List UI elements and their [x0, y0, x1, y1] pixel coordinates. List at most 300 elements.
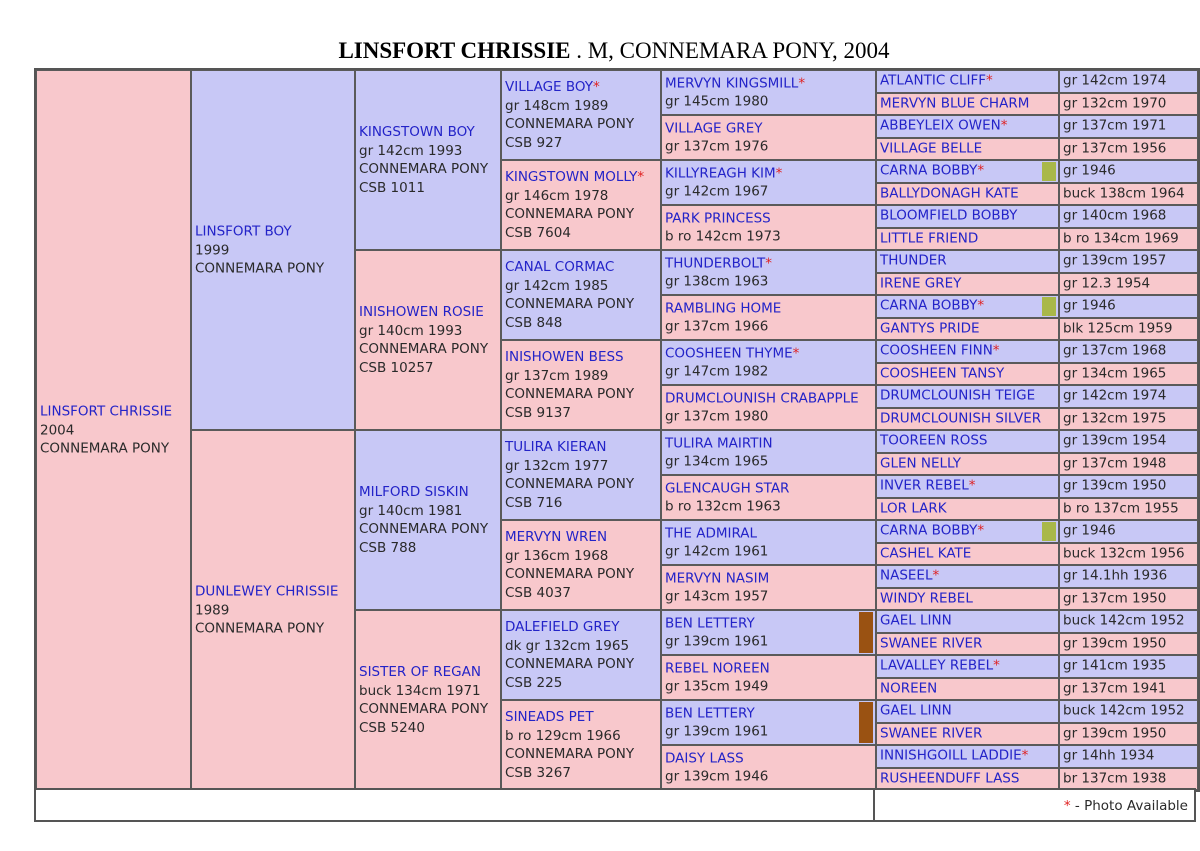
photo-available-marker: * [593, 79, 600, 95]
horse-name-link[interactable]: BEN LETTERY [665, 615, 755, 631]
horse-name-link[interactable]: KINGSTOWN BOY [359, 124, 475, 140]
horse-name-link[interactable]: CARNA BOBBY [880, 522, 978, 539]
horse-name-line [880, 185, 1057, 202]
horse-detail: b ro 132cm 1963 [665, 498, 781, 515]
horse-info: gr 1946 [1063, 297, 1116, 314]
horse-detail: gr 137cm 1989 [505, 367, 609, 384]
pedigree-cell [876, 453, 1059, 476]
pedigree-cell-content [505, 618, 659, 692]
pedigree-cell [876, 520, 1059, 543]
color-swatch [1042, 522, 1056, 541]
pedigree-info-cell [1059, 723, 1198, 746]
horse-name-link[interactable]: LITTLE FRIEND [880, 230, 979, 247]
horse-name-line [665, 434, 874, 453]
horse-name-link[interactable]: GAEL LINN [880, 612, 952, 629]
horse-name-link[interactable]: DRUMCLOUNISH TEIGE [880, 387, 1036, 404]
horse-name-link[interactable]: KILLYREAGH KIM [665, 165, 776, 181]
pedigree-cell-content [880, 658, 1057, 675]
pedigree-cell-content [880, 523, 1057, 540]
color-swatch [859, 612, 873, 653]
pedigree-info-cell [1059, 273, 1198, 296]
horse-name-line [40, 402, 189, 421]
horse-name-line [665, 299, 874, 318]
horse-info: gr 12.3 1954 [1063, 275, 1151, 292]
horse-name-link[interactable]: NASEEL [880, 567, 933, 584]
pedigree-info-cell [1059, 700, 1198, 723]
horse-name-link[interactable]: GAEL LINN [880, 702, 952, 719]
pedigree-cell-content [880, 613, 1057, 630]
horse-info: gr 137cm 1941 [1063, 680, 1167, 697]
horse-name-link[interactable]: CARNA BOBBY [880, 297, 978, 314]
horse-info: buck 138cm 1964 [1063, 185, 1185, 202]
pedigree-cell [876, 115, 1059, 138]
horse-name-line [505, 258, 659, 277]
horse-detail: gr 140cm 1981 [359, 502, 463, 519]
horse-name-line [505, 168, 659, 187]
horse-name-line [880, 455, 1057, 472]
horse-detail: gr 146cm 1978 [505, 187, 609, 204]
horse-name-link[interactable]: RUSHEENDUFF LASS [880, 770, 1020, 787]
pedigree-info-cell [1059, 768, 1198, 791]
horse-name-link[interactable]: DRUMCLOUNISH CRABAPPLE [665, 390, 859, 406]
horse-name-link[interactable]: ATLANTIC CLIFF [880, 72, 987, 89]
horse-info: gr 137cm 1948 [1063, 455, 1167, 472]
horse-detail: CSB 848 [505, 314, 563, 331]
pedigree-cell [661, 475, 876, 520]
photo-available-marker: * [986, 72, 993, 89]
pedigree-info-cell [1059, 138, 1198, 161]
pedigree-cell [876, 228, 1059, 251]
horse-detail: gr 140cm 1993 [359, 322, 463, 339]
pedigree-info-cell [1059, 385, 1198, 408]
horse-name-line [359, 663, 499, 682]
pedigree-cell-content [665, 344, 874, 381]
pedigree-cell-content [880, 118, 1057, 135]
horse-detail: gr 139cm 1961 [665, 723, 769, 740]
pedigree-cell-content [880, 185, 1057, 202]
horse-name-link[interactable]: BALLYDONAGH KATE [880, 185, 1019, 202]
pedigree-cell [501, 430, 661, 520]
horse-detail: CONNEMARA PONY [359, 521, 489, 537]
horse-name-link[interactable]: INISHOWEN ROSIE [359, 304, 484, 320]
pedigree-cell [355, 610, 501, 790]
pedigree-cell [876, 408, 1059, 431]
pedigree-cell-content [665, 659, 874, 696]
horse-name-line [665, 614, 874, 633]
horse-info: gr 134cm 1965 [1063, 365, 1167, 382]
horse-name-link[interactable]: REBEL NOREEN [665, 660, 770, 676]
color-swatch [1042, 162, 1056, 181]
color-swatch [859, 702, 873, 743]
pedigree-info-cell [1059, 453, 1198, 476]
horse-name-line [880, 95, 1057, 112]
horse-name-link[interactable]: MERVYN BLUE CHARM [880, 95, 1030, 112]
horse-info: buck 132cm 1956 [1063, 545, 1185, 562]
photo-available-marker: * [792, 345, 800, 361]
horse-name-line [880, 500, 1057, 517]
pedigree-cell [876, 723, 1059, 746]
pedigree-info-cell [1059, 115, 1198, 138]
horse-detail: CONNEMARA PONY [359, 701, 489, 717]
photo-legend [1064, 798, 1188, 814]
horse-name-line [665, 119, 874, 138]
horse-name-line [880, 253, 1057, 270]
horse-name-link[interactable]: VILLAGE BELLE [880, 140, 983, 157]
horse-name-link[interactable]: MERVYN NASIM [665, 570, 770, 586]
horse-name-link[interactable]: MERVYN KINGSMILL [665, 75, 799, 91]
horse-name-link[interactable]: INISHOWEN BESS [505, 349, 624, 365]
horse-info: gr 137cm 1971 [1063, 117, 1167, 134]
horse-name-link[interactable]: ABBEYLEIX OWEN [880, 117, 1001, 134]
horse-info: buck 142cm 1952 [1063, 702, 1185, 719]
horse-name-link[interactable]: GLEN NELLY [880, 455, 962, 472]
horse-detail: b ro 142cm 1973 [665, 228, 781, 245]
horse-name-link[interactable]: DUNLEWEY CHRISSIE [195, 583, 339, 600]
horse-name-line [665, 524, 874, 543]
pedigree-cell [876, 93, 1059, 116]
pedigree-cell [191, 430, 355, 790]
title-details: . M, CONNEMARA PONY, 2004 [570, 38, 890, 63]
horse-detail: CSB 7604 [505, 224, 571, 241]
horse-name-line [665, 749, 874, 768]
horse-name-line [665, 164, 874, 183]
pedigree-cell-content [505, 168, 659, 242]
pedigree-info-cell [1059, 745, 1198, 768]
horse-info: buck 142cm 1952 [1063, 612, 1185, 629]
horse-detail: CONNEMARA PONY [359, 161, 489, 177]
horse-detail: CSB 225 [505, 674, 563, 691]
pedigree-cell [876, 610, 1059, 633]
horse-name-link[interactable]: CARNA BOBBY [880, 162, 978, 179]
horse-name-link[interactable]: CASHEL KATE [880, 545, 972, 562]
page-title [0, 38, 1200, 64]
pedigree-cell-content [665, 614, 874, 651]
horse-detail: CONNEMARA PONY [40, 440, 170, 457]
pedigree-cell [661, 70, 876, 115]
horse-info: gr 139cm 1957 [1063, 252, 1167, 269]
horse-name-line [880, 365, 1057, 382]
pedigree-chart [34, 68, 1200, 792]
pedigree-info-cell [1059, 295, 1198, 318]
horse-name-line [665, 659, 874, 678]
horse-name-line [505, 348, 659, 367]
horse-name-line [880, 635, 1057, 652]
horse-name-link[interactable]: PARK PRINCESS [665, 210, 771, 226]
pedigree-cell [876, 430, 1059, 453]
pedigree-info-cell [1059, 250, 1198, 273]
pedigree-cell-content [880, 163, 1057, 180]
pedigree-cell [501, 340, 661, 430]
pedigree-cell-content [505, 348, 659, 422]
horse-name-line [195, 582, 353, 601]
pedigree-cell [661, 340, 876, 385]
horse-detail: gr 142cm 1961 [665, 543, 769, 560]
horse-name-link[interactable]: DAISY LASS [665, 750, 744, 766]
horse-info: br 137cm 1938 [1063, 770, 1167, 787]
horse-detail: gr 142cm 1985 [505, 277, 609, 294]
horse-name-line [880, 748, 1057, 765]
pedigree-cell-content [880, 478, 1057, 495]
horse-detail: gr 143cm 1957 [665, 588, 769, 605]
pedigree-cell-content [195, 582, 353, 638]
horse-name-link[interactable]: IRENE GREY [880, 275, 962, 292]
pedigree-cell-content [880, 770, 1057, 787]
pedigree-cell [661, 115, 876, 160]
pedigree-cell [661, 205, 876, 250]
photo-available-marker: * [932, 567, 940, 584]
pedigree-cell-content [880, 230, 1057, 247]
horse-info: gr 142cm 1974 [1063, 72, 1167, 89]
photo-available-marker: * [798, 75, 806, 91]
horse-name-link[interactable]: THE ADMIRAL [665, 525, 758, 541]
pedigree-info-cell [1059, 363, 1198, 386]
horse-name-link[interactable]: LAVALLEY REBEL [880, 657, 994, 674]
pedigree-cell-content [505, 528, 659, 602]
horse-detail: CONNEMARA PONY [505, 656, 635, 672]
pedigree-cell [876, 498, 1059, 521]
pedigree-cell-content [505, 438, 659, 512]
pedigree-info-cell [1059, 475, 1198, 498]
horse-name-link[interactable]: SINEADS PET [505, 709, 594, 725]
pedigree-cell [876, 250, 1059, 273]
pedigree-cell [661, 700, 876, 745]
horse-name-link[interactable]: MERVYN WREN [505, 529, 608, 545]
pedigree-info-cell [1059, 340, 1198, 363]
horse-name-line [880, 590, 1057, 607]
pedigree-cell [661, 295, 876, 340]
pedigree-cell [355, 70, 501, 250]
pedigree-cell-content [665, 299, 874, 336]
horse-name-link[interactable]: THUNDER [880, 252, 947, 269]
horse-detail: gr 137cm 1976 [665, 138, 769, 155]
photo-available-marker: * [992, 342, 1000, 359]
pedigree-cell-content [665, 434, 874, 471]
pedigree-info-cell [1059, 183, 1198, 206]
horse-detail: 1999 [195, 241, 230, 258]
pedigree-cell [501, 160, 661, 250]
horse-name-line [505, 78, 659, 97]
horse-info: gr 137cm 1968 [1063, 342, 1167, 359]
horse-detail: gr 137cm 1980 [665, 408, 769, 425]
horse-name-link[interactable]: WINDY REBEL [880, 590, 973, 607]
pedigree-info-cell [1059, 70, 1198, 93]
pedigree-cell [876, 565, 1059, 588]
pedigree-info-cell [1059, 318, 1198, 341]
horse-name-line [665, 569, 874, 588]
horse-name-link[interactable]: TOOREEN ROSS [880, 432, 988, 449]
pedigree-cell [661, 430, 876, 475]
horse-name-line [880, 320, 1057, 337]
horse-name-line [505, 618, 659, 637]
horse-name-link[interactable]: NOREEN [880, 680, 938, 697]
horse-name-link[interactable]: INVER REBEL [880, 477, 969, 494]
horse-name-line [880, 298, 1057, 315]
horse-info: gr 1946 [1063, 162, 1116, 179]
horse-detail: gr 148cm 1989 [505, 97, 609, 114]
pedigree-cell [661, 385, 876, 430]
horse-name-link[interactable]: GANTYS PRIDE [880, 320, 980, 337]
horse-name-link[interactable]: SISTER OF REGAN [359, 664, 481, 680]
horse-info: gr 137cm 1950 [1063, 590, 1167, 607]
pedigree-cell [661, 160, 876, 205]
horse-detail: CSB 927 [505, 134, 563, 151]
horse-name-link[interactable]: COOSHEEN FINN [880, 342, 993, 359]
horse-name-line [880, 725, 1057, 742]
horse-detail: CONNEMARA PONY [505, 206, 635, 222]
horse-detail: CONNEMARA PONY [505, 386, 635, 402]
horse-name-link[interactable]: DRUMCLOUNISH SILVER [880, 410, 1042, 427]
horse-name-link[interactable]: LOR LARK [880, 500, 947, 517]
horse-detail: 2004 [40, 421, 75, 438]
horse-name-line [880, 388, 1057, 405]
pedigree-cell [876, 385, 1059, 408]
horse-name-link[interactable]: DALEFIELD GREY [505, 619, 620, 635]
pedigree-cell [876, 318, 1059, 341]
horse-info: gr 142cm 1974 [1063, 387, 1167, 404]
horse-name-line [880, 208, 1057, 225]
horse-name-link[interactable]: LINSFORT CHRISSIE [40, 403, 173, 420]
pedigree-cell-content [505, 708, 659, 782]
pedigree-cell-content [880, 635, 1057, 652]
horse-name-link[interactable]: GLENCAUGH STAR [665, 480, 790, 496]
pedigree-cell-content [880, 725, 1057, 742]
horse-name-link[interactable]: COOSHEEN TANSY [880, 365, 1005, 382]
pedigree-cell-content [359, 123, 499, 197]
horse-name-link[interactable]: SWANEE RIVER [880, 635, 983, 652]
pedigree-cell [661, 610, 876, 655]
pedigree-cell [876, 678, 1059, 701]
photo-available-marker: * [637, 169, 645, 185]
horse-name-link[interactable]: BLOOMFIELD BOBBY [880, 207, 1018, 224]
horse-name-link[interactable]: COOSHEEN THYME [665, 345, 793, 361]
horse-detail: buck 134cm 1971 [359, 682, 481, 699]
horse-name-link[interactable]: RAMBLING HOME [665, 300, 782, 316]
horse-detail: CSB 5240 [359, 719, 425, 736]
horse-name-link[interactable]: LINSFORT BOY [195, 223, 292, 240]
horse-name-link[interactable]: SWANEE RIVER [880, 725, 983, 742]
horse-detail: gr 134cm 1965 [665, 453, 769, 470]
pedigree-cell [876, 295, 1059, 318]
horse-name-line [359, 303, 499, 322]
horse-name-line [880, 613, 1057, 630]
pedigree-info-cell [1059, 610, 1198, 633]
pedigree-cell-content [359, 483, 499, 557]
horse-detail: 1989 [195, 601, 230, 618]
horse-name-link[interactable]: CANAL CORMAC [505, 259, 615, 275]
horse-name-line [880, 478, 1057, 495]
pedigree-cell [661, 250, 876, 295]
pedigree-info-cell [1059, 408, 1198, 431]
pedigree-cell [876, 363, 1059, 386]
pedigree-cell-content [359, 303, 499, 377]
pedigree-cell [501, 520, 661, 610]
horse-detail: CONNEMARA PONY [195, 620, 325, 637]
horse-name-link[interactable]: KINGSTOWN MOLLY [505, 169, 638, 185]
horse-detail: gr 147cm 1982 [665, 363, 769, 380]
horse-detail: CONNEMARA PONY [505, 746, 635, 762]
horse-info: blk 125cm 1959 [1063, 320, 1173, 337]
pedigree-cell [501, 70, 661, 160]
color-swatch [1042, 297, 1056, 316]
pedigree-cell-content [880, 748, 1057, 765]
horse-name-line [665, 209, 874, 228]
pedigree-cell-content [880, 140, 1057, 157]
pedigree-cell-content [665, 704, 874, 741]
horse-name-line [665, 254, 874, 273]
horse-name-link[interactable]: MILFORD SISKIN [359, 484, 469, 500]
horse-info: gr 139cm 1950 [1063, 635, 1167, 652]
pedigree-cell [876, 160, 1059, 183]
horse-detail: gr 145cm 1980 [665, 93, 769, 110]
horse-name-line [880, 433, 1057, 450]
pedigree-cell-content [665, 254, 874, 291]
horse-name-link[interactable]: THUNDERBOLT [665, 255, 766, 271]
pedigree-info-cell [1059, 588, 1198, 611]
horse-name-line [880, 73, 1057, 90]
horse-detail: CONNEMARA PONY [195, 260, 325, 277]
pedigree-cell [876, 70, 1059, 93]
horse-info: gr 14hh 1934 [1063, 747, 1155, 764]
pedigree-cell [501, 610, 661, 700]
horse-name-link[interactable]: TULIRA MAIRTIN [665, 435, 773, 451]
pedigree-info-cell [1059, 205, 1198, 228]
horse-detail: CSB 716 [505, 494, 563, 511]
horse-detail: CONNEMARA PONY [359, 341, 489, 357]
horse-name-line [880, 658, 1057, 675]
horse-detail: gr 142cm 1993 [359, 142, 463, 159]
horse-name-link[interactable]: VILLAGE BOY [505, 79, 594, 95]
horse-info: gr 139cm 1950 [1063, 725, 1167, 742]
horse-name-line [665, 74, 874, 93]
horse-name-link[interactable]: VILLAGE GREY [665, 120, 763, 136]
pedigree-info-cell [1059, 160, 1198, 183]
pedigree-cell [876, 183, 1059, 206]
horse-name-link[interactable]: BEN LETTERY [665, 705, 755, 721]
horse-name-line [665, 704, 874, 723]
horse-name-line [880, 568, 1057, 585]
pedigree-cell [501, 700, 661, 790]
pedigree-cell [191, 70, 355, 430]
pedigree-cell [661, 520, 876, 565]
pedigree-cell-content [665, 569, 874, 606]
pedigree-cell [355, 430, 501, 610]
horse-name-line [359, 483, 499, 502]
footer-blank-cell [36, 790, 875, 820]
pedigree-cell-content [880, 275, 1057, 292]
pedigree-info-cell [1059, 633, 1198, 656]
pedigree-cell-content [665, 209, 874, 246]
pedigree-cell-content [880, 253, 1057, 270]
pedigree-info-cell [1059, 520, 1198, 543]
horse-detail: CSB 4037 [505, 584, 571, 601]
horse-name-link[interactable]: TULIRA KIERAN [505, 439, 607, 455]
horse-name-line [880, 118, 1057, 135]
horse-name-line [665, 389, 874, 408]
pedigree-cell [876, 655, 1059, 678]
horse-detail: gr 132cm 1977 [505, 457, 609, 474]
horse-name-link[interactable]: INNISHGOILL LADDIE [880, 747, 1022, 764]
horse-name-line [880, 230, 1057, 247]
pedigree-cell-content [880, 95, 1057, 112]
pedigree-cell-content [505, 258, 659, 332]
horse-name-line [359, 123, 499, 142]
pedigree-cell-content [665, 389, 874, 426]
horse-detail: gr 142cm 1967 [665, 183, 769, 200]
pedigree-info-cell [1059, 678, 1198, 701]
pedigree-cell-content [880, 590, 1057, 607]
pedigree-cell-content [880, 680, 1057, 697]
pedigree-cell-content [665, 479, 874, 516]
